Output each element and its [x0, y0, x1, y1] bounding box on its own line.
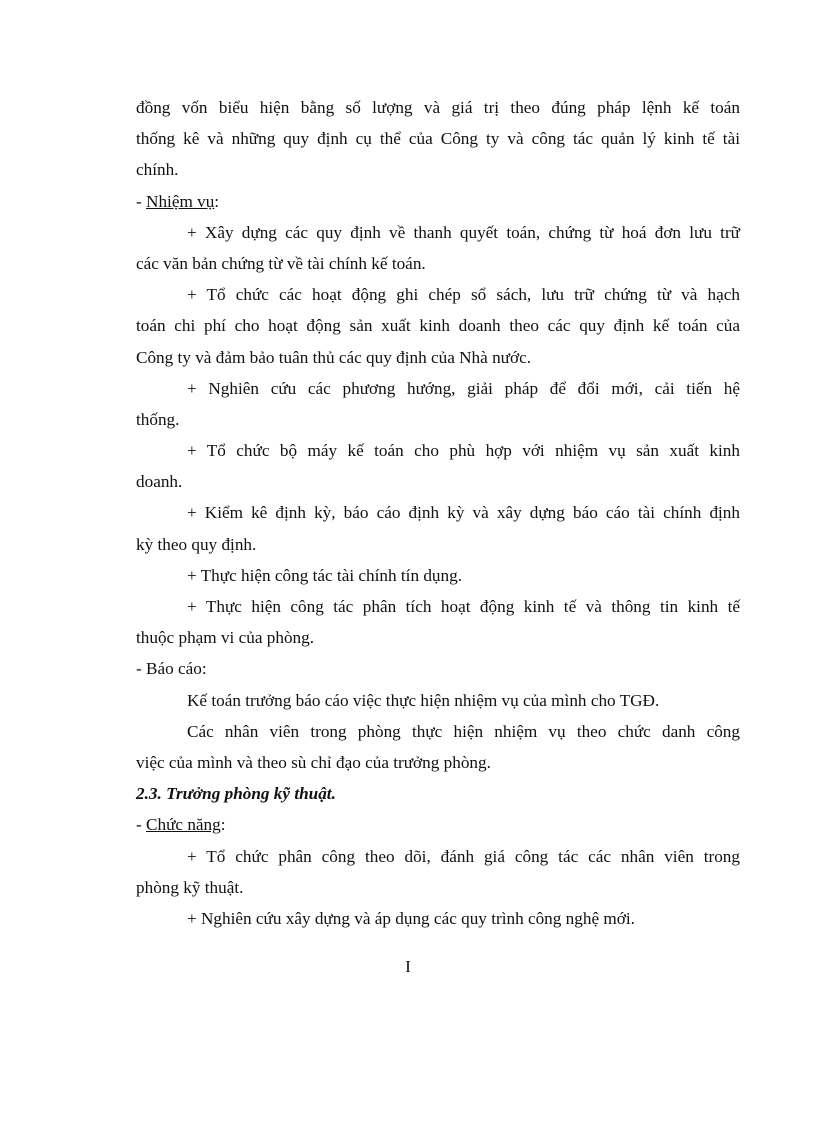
- paragraph-line: Kế toán trưởng báo cáo việc thực hiện nhiệm vụ của mình cho TGĐ.: [187, 690, 660, 710]
- section-label-nhiem-vu: [136, 186, 740, 217]
- document-page: [136, 92, 740, 934]
- paragraph-line: Các nhân viên trong phòng thực hiện nhiệm vụ theo chức danh công: [187, 721, 740, 741]
- list-item-line: phòng kỹ thuật.: [136, 877, 244, 897]
- label-prefix: -: [136, 191, 147, 211]
- list-item-line: + Nghiên cứu xây dựng và áp dụng các quy trình công nghệ mới.: [187, 908, 635, 928]
- section-label-chuc-nang: [136, 809, 740, 840]
- list-item-line: thống.: [136, 409, 180, 429]
- heading-text: 2.3. Trưởng phòng kỹ thuật: [136, 784, 332, 804]
- list-item-line: doanh.: [136, 472, 183, 492]
- paragraph-line: đồng vốn biểu hiện bằng số lượng và giá trị theo đúng pháp lệnh kế toán: [136, 98, 740, 117]
- paragraph-line: thống kê và những quy định cụ thể của Công ty và công tác quản lý kinh tế tài: [136, 129, 740, 149]
- list-item-line: + Tổ chức các hoạt động ghi chép sổ sách, lưu trữ chứng từ và hạch: [187, 285, 740, 305]
- list-item-line: + Tổ chức phân công theo dõi, đánh giá công tác các nhân viên trong: [187, 846, 740, 866]
- paragraph-line: chính.: [136, 160, 179, 180]
- list-item-line: + Nghiên cứu các phương hướng, giải pháp để đổi mới, cải tiến hệ: [187, 378, 740, 398]
- label-text: Chức năng: [146, 815, 221, 835]
- list-item-line: + Thực hiện công tác tài chính tín dụng.: [187, 565, 463, 585]
- list-item-line: thuộc phạm vi của phòng.: [136, 628, 315, 648]
- list-item-line: + Xây dựng các quy định về thanh quyết toán, chứng từ hoá đơn lưu trữ: [187, 222, 740, 242]
- label-prefix: -: [136, 815, 147, 835]
- list-item-line: các văn bản chứng từ về tài chính kế toán.: [136, 253, 426, 273]
- list-item-line: Công ty và đảm bảo tuân thủ các quy định của Nhà nước.: [136, 347, 531, 367]
- list-item-line: + Thực hiện công tác phân tích hoạt động kinh tế và thông tin kinh tế: [187, 597, 740, 616]
- section-label-bao-cao: - Báo cáo:: [136, 659, 207, 679]
- heading-suffix: .: [331, 784, 336, 804]
- section-heading: [136, 778, 740, 809]
- list-item-line: + Kiểm kê định kỳ, báo cáo định kỳ và xây dựng báo cáo tài chính định: [187, 503, 740, 523]
- label-suffix: :: [214, 191, 220, 211]
- page-number: I: [405, 957, 411, 976]
- label-text: Nhiệm vụ: [146, 191, 215, 211]
- paragraph-line: việc của mình và theo sù chỉ đạo của trưởng phòng.: [136, 752, 491, 772]
- list-item-line: + Tổ chức bộ máy kế toán cho phù hợp với nhiệm vụ sản xuất kinh: [187, 441, 740, 461]
- list-item-line: toán chi phí cho hoạt động sản xuất kinh doanh theo các quy định kế toán của: [136, 316, 740, 336]
- label-suffix: :: [220, 815, 226, 835]
- list-item-line: kỳ theo quy định.: [136, 534, 257, 554]
